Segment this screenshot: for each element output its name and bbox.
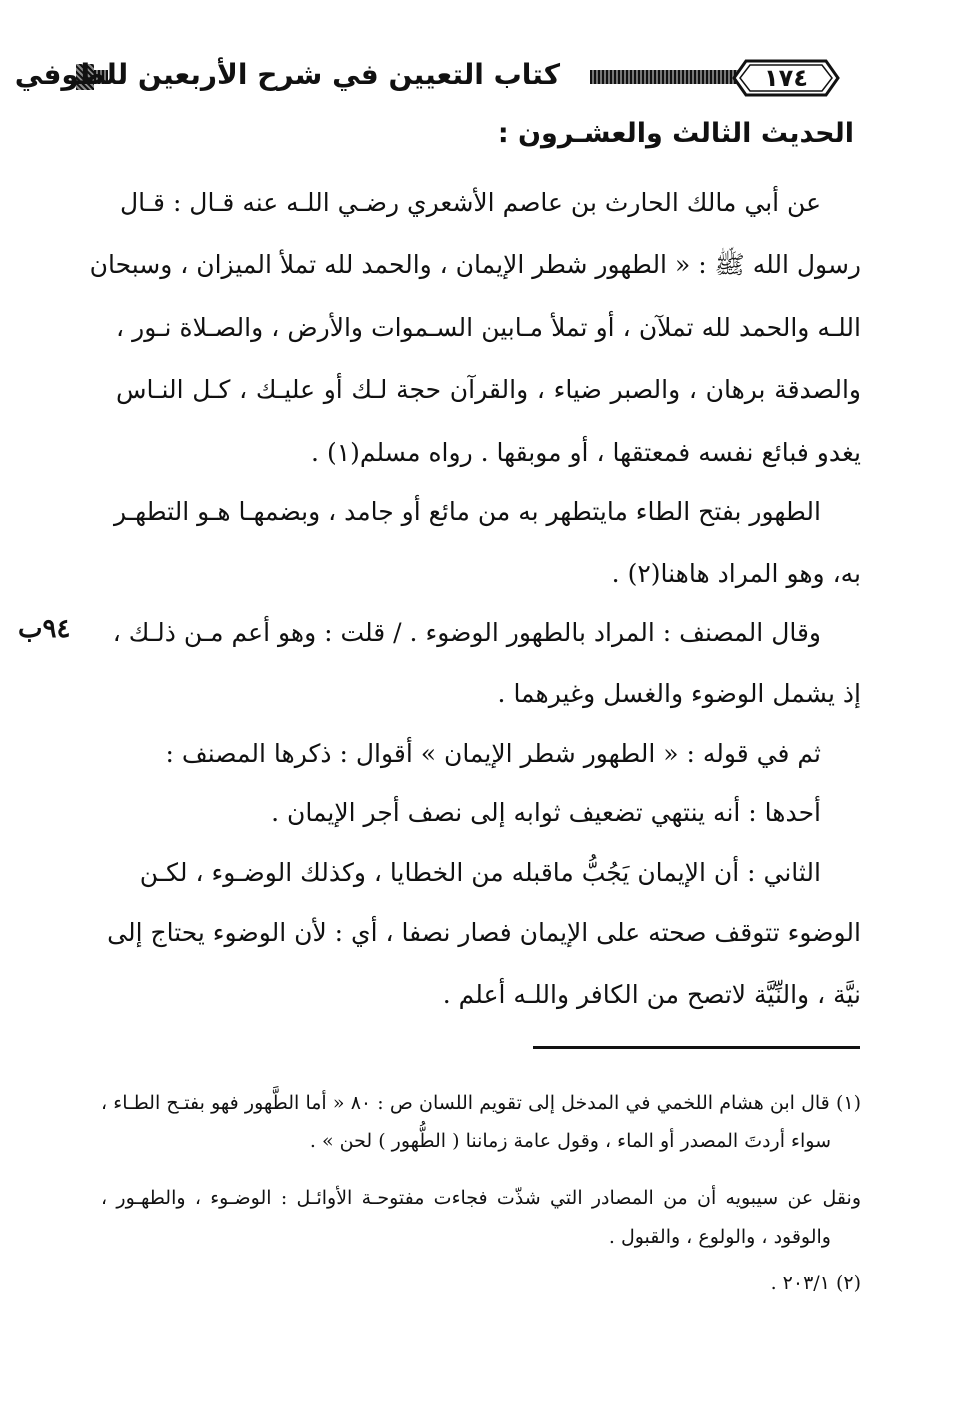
text-line: والصدقة برهان ، والصبر ضياء ، والقرآن حجة لـك أو عليـك ، كـل النـاس	[116, 375, 861, 404]
text-line: عن أبي مالك الحارث بن عاصم الأشعري رضـي اللـه عنه قـال : قـال	[119, 188, 821, 217]
footnote-separator	[533, 1046, 860, 1049]
text-line: اللـه والحمد لله تملآن ، أو تملأ مـابين السـموات والأرض ، والصـلاة نـور ،	[116, 313, 861, 342]
text-line: ثم في قوله : « الطهور شطر الإيمان » أقوال : ذكرها المصنف :	[165, 739, 821, 768]
text-line: يغدو فبائع نفسه فمعتقها ، أو موبقها . رواه مسلم(١) .	[311, 438, 861, 467]
text-line: أحدها : أنه ينتهي تضعيف ثوابه إلى نصف أجر الإيمان .	[271, 798, 821, 827]
text-line: نيَّة ، والنِّيَّة لاتصح من الكافر واللـه أعلم .	[442, 980, 861, 1009]
text-line: رسول الله ﷺ : « الطهور شطر الإيمان ، والحمد لله تملأ الميزان ، وسبحان	[89, 250, 861, 279]
text-line: وقال المصنف : المراد بالطهور الوضوء . / قلت : وهو أعم مـن ذلـك ،	[112, 618, 821, 647]
text-line: الطهور بفتح الطاء مايتطهر به من مائع أو جامد ، وبضمهـا هـو التطهـر	[113, 497, 821, 526]
page-header	[14, 52, 860, 102]
text-line: الثاني : أن الإيمان يَجُبُّ ماقبله من الخطايا ، وكذلك الوضـوء ، لكـن	[139, 858, 821, 887]
footnote-line: ونقل عن سيبويه أن من المصادر التي شذّت فجاءت مفتوحـة الأوائـل : الوضـوء ، والطهـور ،	[101, 1187, 861, 1209]
footnote-line: (١) قال ابن هشام اللخمي في المدخل إلى تقويم اللسان ص : ٨٠ « أما الطَّهور فهو بفتـح الطـاء ،	[101, 1092, 861, 1114]
page-number: ١٧٤	[764, 64, 808, 92]
text-line: به، وهو المراد هاهنا(٢) .	[611, 559, 861, 588]
book-title: كتاب التعيين في شرح الأربعين للطوفي	[14, 58, 560, 91]
manuscript-folio-note: ٩٤ب	[18, 614, 71, 644]
text-line: إذ يشمل الوضوء والغسل وغيرهما .	[497, 679, 861, 708]
hadith-heading: الحديث الثالث والعشـرون :	[497, 118, 854, 149]
page-number-badge	[732, 58, 840, 98]
footnote-line: والوقود ، والولوع ، والقبول .	[608, 1226, 831, 1248]
footnote-line: سواء أردتَ المصدر أو الماء ، وقول عامة زماننا ( الطُّهور ) لحن » .	[309, 1130, 831, 1152]
footnote-line: (٢) ٢٠٣/١ .	[770, 1272, 861, 1294]
text-line: الوضوء تتوقف صحته على الإيمان فصار نصفا ، أي : لأن الوضوء يحتاج إلى	[107, 918, 861, 947]
